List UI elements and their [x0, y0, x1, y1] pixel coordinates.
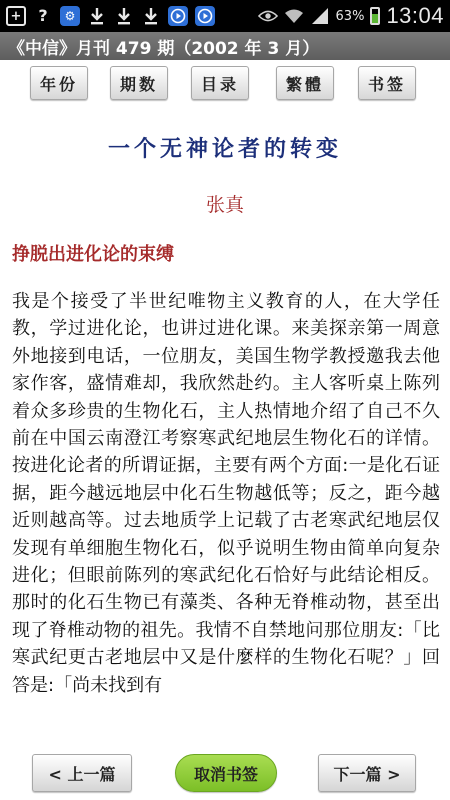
add-icon: + [6, 6, 26, 26]
signal-icon [310, 6, 330, 26]
article-title: 一个无神论者的转变 [107, 137, 342, 162]
section-heading: 挣脱出进化论的束缚 [12, 244, 174, 265]
next-article-button[interactable]: 下一篇 > [318, 754, 416, 792]
download-icon [114, 6, 134, 26]
issue-button[interactable]: 期数 [110, 66, 168, 100]
battery-icon [370, 7, 380, 25]
bookmark-button[interactable]: 书签 [358, 66, 416, 100]
traditional-chinese-button[interactable]: 繁體 [276, 66, 334, 100]
battery-percent: 63% [335, 8, 365, 24]
media-app-icon [195, 6, 215, 26]
notification-icons [6, 6, 258, 26]
system-icons [258, 3, 444, 29]
shield-app-icon: ⚙ [60, 6, 80, 26]
media-app-icon [168, 6, 188, 26]
app-title-bar [0, 32, 450, 60]
wifi-icon [284, 6, 304, 26]
year-button[interactable]: 年份 [30, 66, 88, 100]
clock: 13:04 [386, 3, 444, 28]
toc-button[interactable]: 目录 [191, 66, 249, 100]
download-icon [87, 6, 107, 26]
remove-bookmark-button[interactable]: 取消书签 [175, 754, 277, 792]
unknown-notification-icon: ? [38, 6, 48, 25]
article-body: 我是个接受了半世纪唯物主义教育的人，在大学任教，学过进化论，也讲过进化课。来美探亲第一周意外地接到电话，一位朋友，美国生物学教授邀我去他家作客，盛情难却，我欣然赴约。主人客听桌上陈列着众多珍贵的生物化石，主人热情地介绍了自己不久前在中国云南澄江考察寒武纪地层生物化石的详情。按进化论者的所谓证据，主要有两个方面:一是化石证据，距今越远地层中化石生物越低等；反之，距今越近则越高等。过去地质学上记载了古老寒武纪地层仅发现有单细胞生物化石，似乎说明生物由简单向复杂进化；但眼前陈列的寒武纪化石恰好与此结论相反。那时的化石生物已有藻类、各种无脊椎动物，甚至出现了脊椎动物的祖先。我情不自禁地问那位朋友:「比寒武纪更古老地层中又是什麼样的生物化石呢？」回答是:「尚未找到有 [12, 291, 440, 696]
status-bar [0, 0, 450, 32]
article-author: 张真 [205, 194, 244, 216]
issue-title: 《中信》月刊 479 期（2002 年 3 月） [8, 38, 320, 59]
download-icon [141, 6, 161, 26]
nav-toolbar [0, 66, 450, 102]
previous-article-button[interactable]: < 上一篇 [32, 754, 132, 792]
eye-icon [258, 6, 278, 26]
bottom-toolbar [0, 746, 450, 800]
